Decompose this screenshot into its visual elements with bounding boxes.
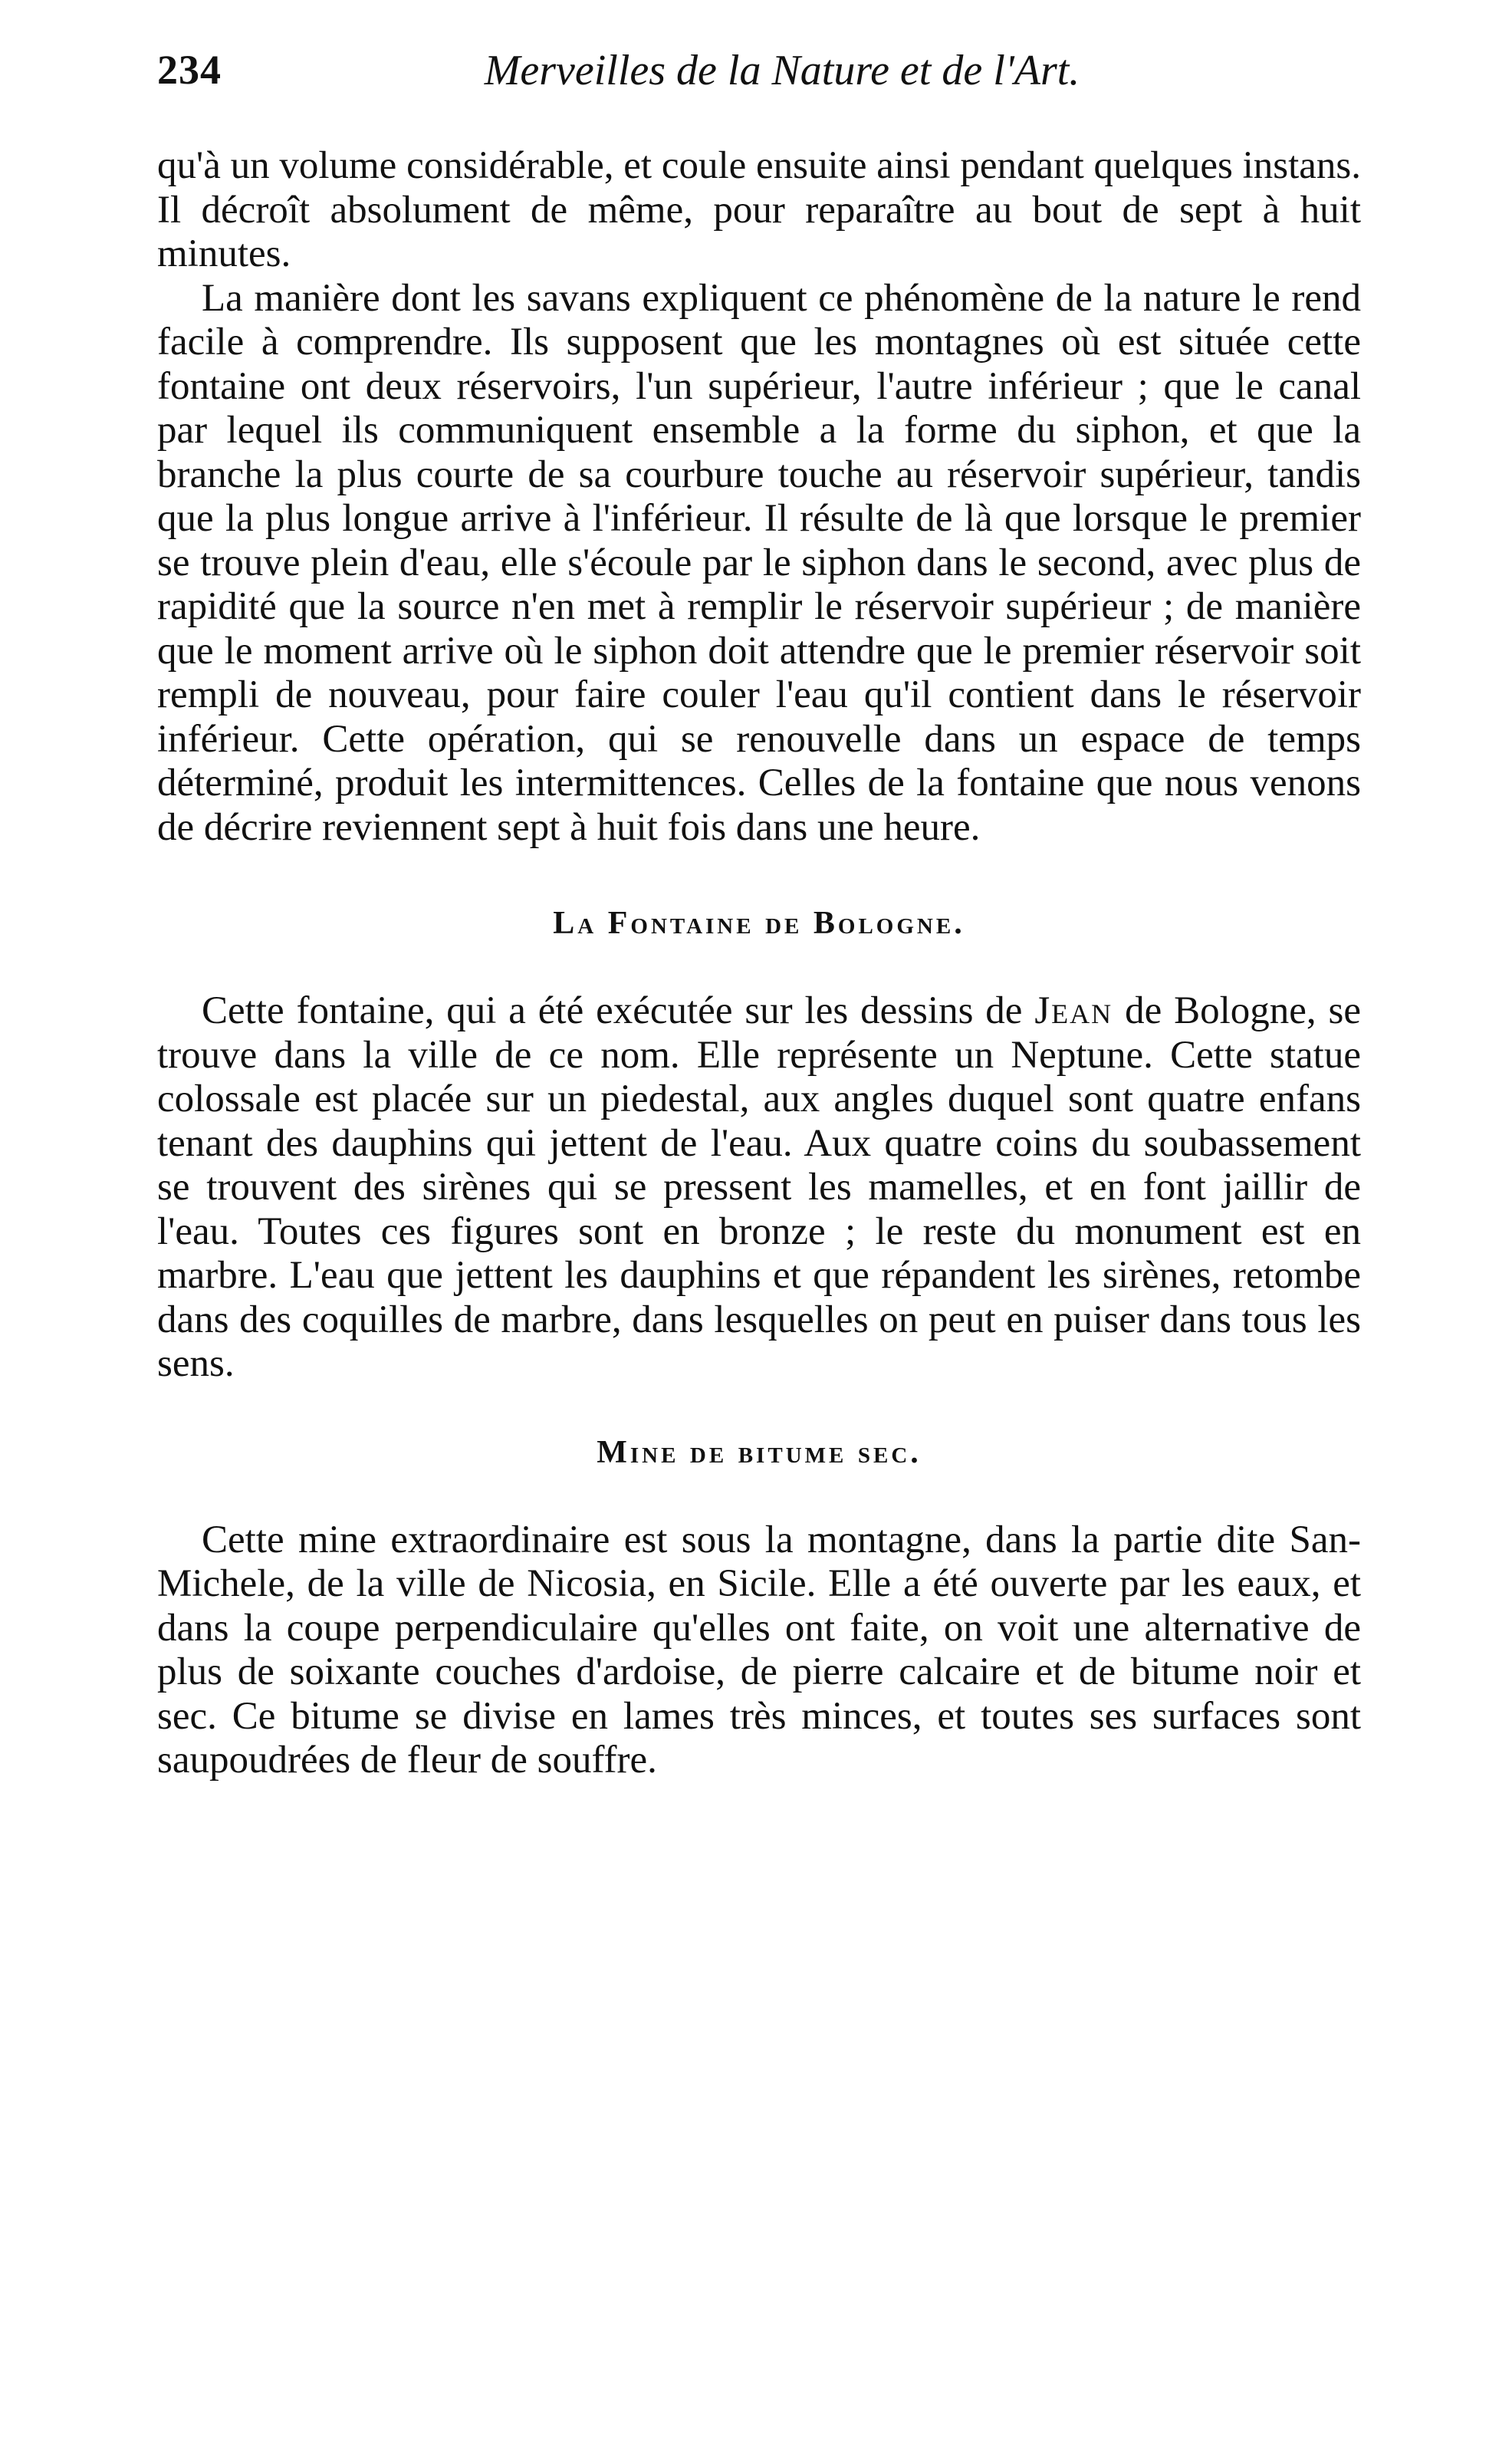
running-title: Merveilles de la Nature et de l'Art. bbox=[484, 47, 1080, 94]
sculptor-name: Jean bbox=[1034, 989, 1113, 1032]
paragraph-continuation: qu'à un volume considérable, et coule ensuite ainsi pendant quelques instans. Il décroît absolument de même, pour reparaître au bout de sept à huit minutes. bbox=[157, 144, 1361, 275]
paragraph-fontaine-bologne-start: Cette fontaine, qui a été exécutée sur les dessins de bbox=[202, 989, 1023, 1032]
paragraph-siphon-explanation: La manière dont les savans expliquent ce phénomène de la nature le rend facile à comprendre. Ils supposent que les montagnes où est située cette fontaine ont deux réservoirs, l'un supérieur, l'autre inférieur ; que le canal par lequel ils communiquent ensemble a la forme du siphon, et que la branche la plus courte de sa courbure touche au réservoir supérieur, tandis que la plus longue arrive à l'inférieur. Il résulte de là que lorsque le premier se trouve plein d'eau, elle s'écoule par le siphon dans le second, avec plus de rapidité que la source n'en met à remplir le réservoir supérieur ; de manière que le moment arrive où le siphon doit attendre que le premier réservoir soit rempli de nouveau, pour faire couler l'eau qu'il contient dans le réservoir inférieur. Cette opération, qui se renouvelle dans un espace de temps déterminé, produit les intermittences. Celles de la fontaine que nous venons de décrire reviennent sept à huit fois dans une heure. bbox=[157, 276, 1361, 849]
paragraph-fontaine-bologne-rest: de Bologne, se trouve dans la ville de ce nom. Elle représente un Neptune. Cette statue colossale est placée sur un piedestal, aux angles duquel sont quatre enfans tenant des dauphins qui jettent de l'eau. Aux quatre coins du soubassement se trouvent des sirènes qui se pressent les mamelles, et en font jaillir de l'eau. Toutes ces figures sont en bronze ; le reste du monument est en marbre. L'eau que jettent les dauphins et que répandent les sirènes, retombe dans des coquilles de marbre, dans lesquelles on peut en puiser dans tous les sens. bbox=[157, 989, 1362, 1385]
section-title-mine-bitume: Mine de bitume sec. bbox=[597, 1434, 922, 1470]
running-head bbox=[157, 46, 1361, 107]
paragraph-fontaine-bologne bbox=[157, 989, 1361, 1387]
page-number: 234 bbox=[157, 47, 222, 93]
section-title-fontaine-bologne: La Fontaine de Bologne. bbox=[553, 906, 965, 941]
paragraph-mine-bitume: Cette mine extraordinaire est sous la montagne, dans la partie dite San-Michele, de la ville de Nicosia, en Sicile. Elle a été ouverte par les eaux, et dans la coupe perpendiculaire qu'elles ont faite, on voit une alternative de plus de soixante couches d'ardoise, de pierre calcaire et de bitume noir et sec. Ce bitume se divise en lames très minces, et toutes ses surfaces sont saupoudrées de fleur de souffre. bbox=[157, 1518, 1361, 1782]
book-page bbox=[157, 46, 1361, 1783]
